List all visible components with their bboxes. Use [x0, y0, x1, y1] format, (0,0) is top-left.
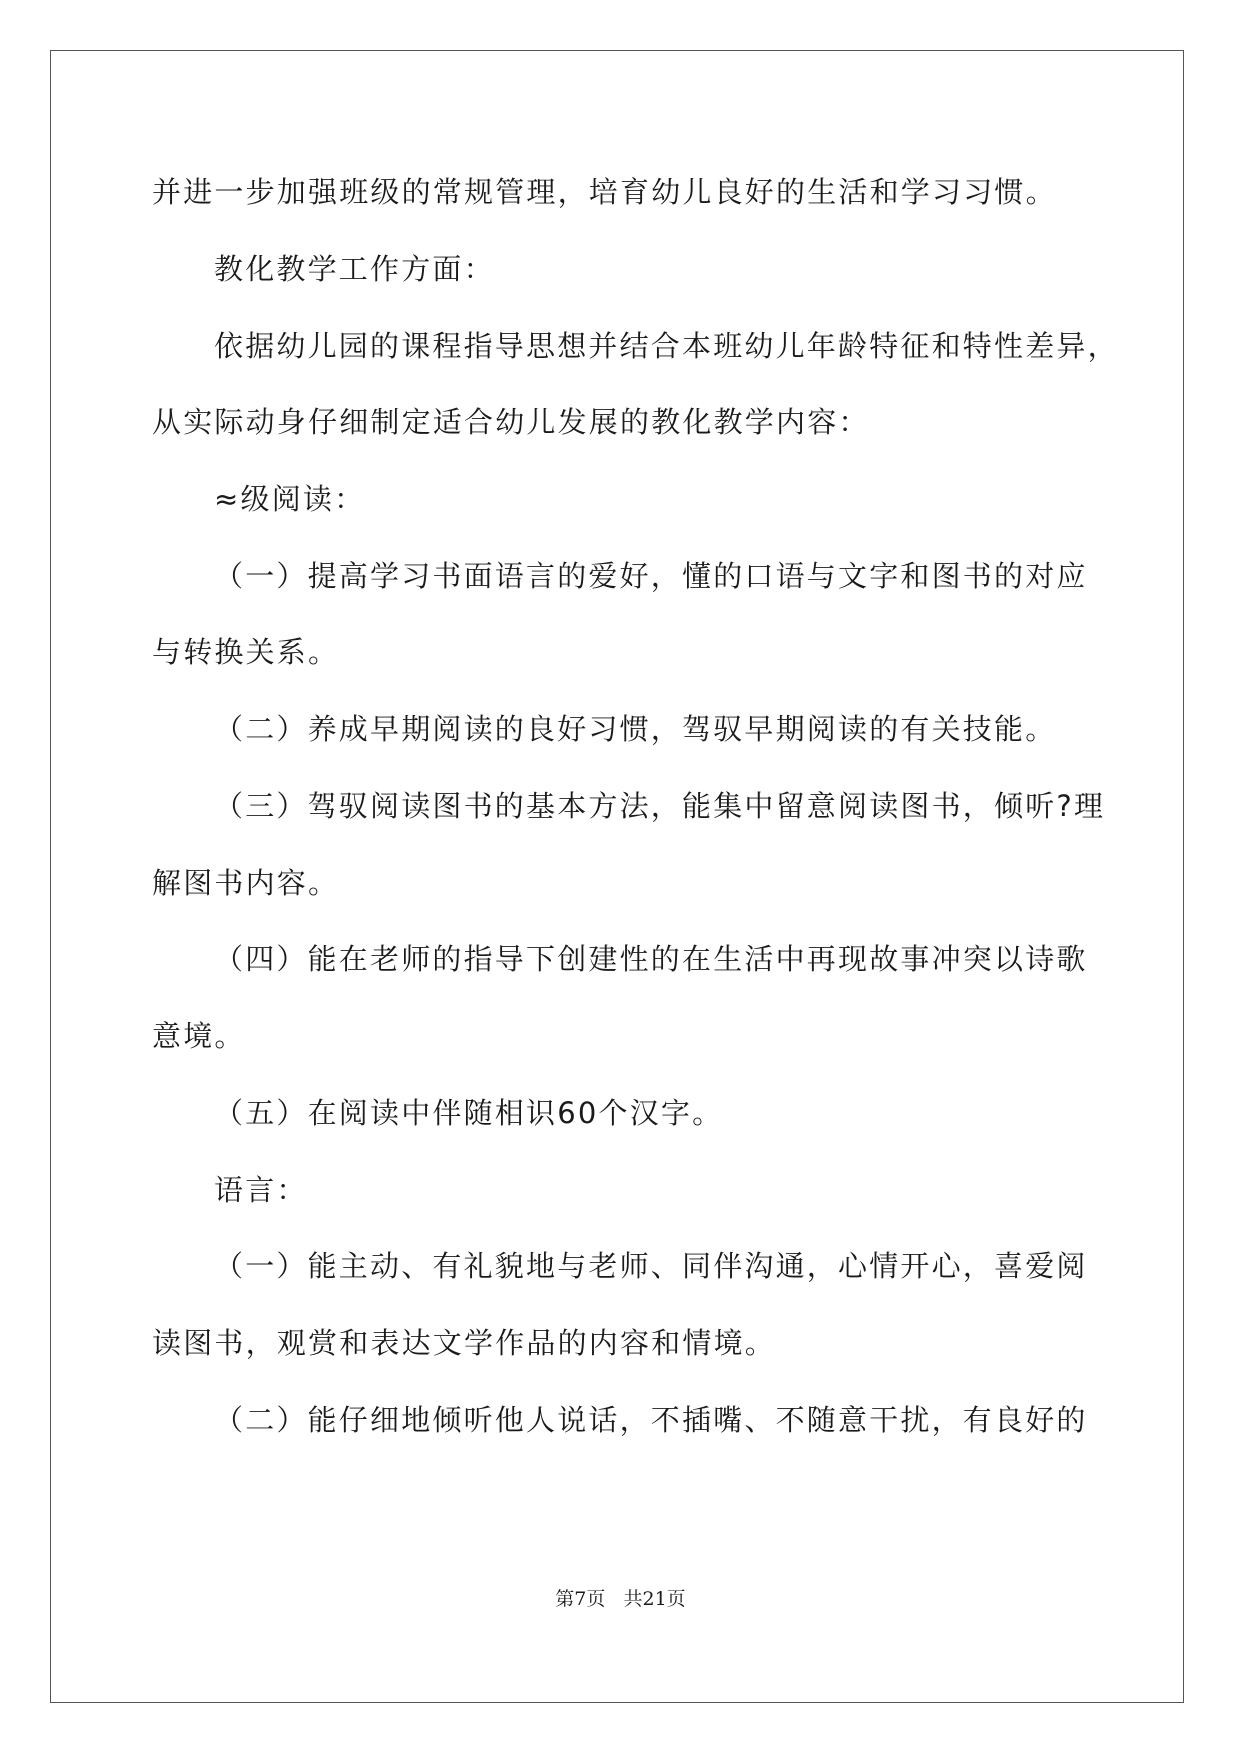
text-line: 与转换关系。: [152, 635, 340, 669]
list-item: （三）驾驭阅读图书的基本方法，能集中留意阅读图书，倾听?理: [214, 789, 1106, 823]
list-item: （四）能在老师的指导下创建性的在生活中再现故事冲突以诗歌: [214, 942, 1088, 976]
section-heading: 语言：: [214, 1173, 308, 1207]
list-item: （二）养成早期阅读的良好习惯，驾驭早期阅读的有关技能。: [214, 712, 1057, 746]
text-line: 解图书内容。: [152, 866, 340, 900]
text-line: 并进一步加强班级的常规管理，培育幼儿良好的生活和学习习惯。: [152, 175, 1057, 209]
list-item: （五）在阅读中伴随相识60个汉字。: [214, 1096, 724, 1130]
text-line: 意境。: [152, 1019, 246, 1053]
page-number: 第7页 共21页: [555, 1588, 686, 1610]
list-item: （一）提高学习书面语言的爱好，懂的口语与文字和图书的对应: [214, 559, 1088, 593]
text-line: 从实际动身仔细制定适合幼儿发展的教化教学内容：: [152, 405, 870, 439]
list-item: （一）能主动、有礼貌地与老师、同伴沟通，心情开心，喜爱阅: [214, 1249, 1088, 1283]
text-line: 依据幼儿园的课程指导思想并结合本班幼儿年龄特征和特性差异，: [214, 329, 1119, 363]
section-heading: ≈级阅读：: [214, 482, 366, 516]
text-line: 读图书，观赏和表达文学作品的内容和情境。: [152, 1326, 777, 1360]
section-heading: 教化教学工作方面：: [214, 252, 495, 286]
list-item: （二）能仔细地倾听他人说话，不插嘴、不随意干扰，有良好的: [214, 1403, 1088, 1437]
page-footer: [0, 1586, 1241, 1612]
